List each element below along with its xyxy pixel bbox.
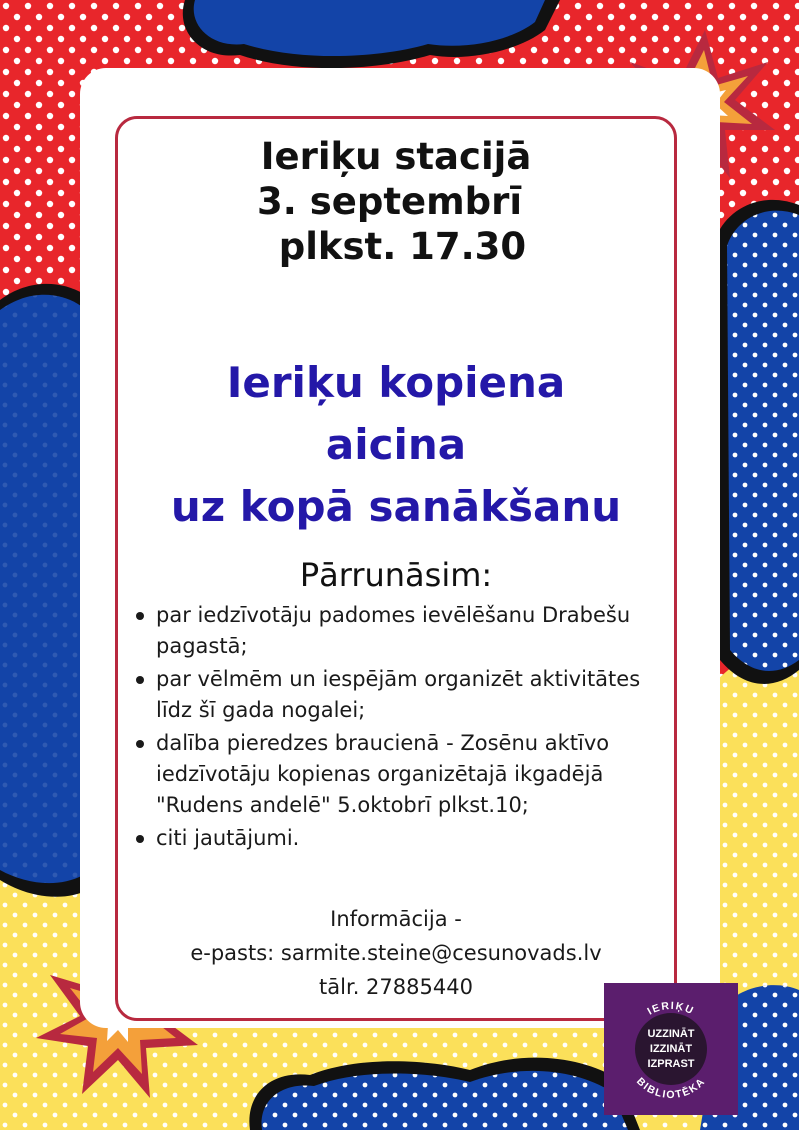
list-item: dalība pieredzes braucienā - Zosēnu aktīvo iedzīvotāju kopienas organizētajā ikgadējā "Rudens andelē" 5.oktobrī plkst.10; <box>130 728 675 821</box>
event-place: Ieriķu stacijā <box>260 135 532 178</box>
logo-line-2: IZZINĀT <box>649 1043 693 1055</box>
contact-label: Informācija - <box>330 907 462 931</box>
invitation-line-2: aicina <box>325 420 467 469</box>
list-item: citi jautājumi. <box>130 823 675 854</box>
list-item: par iedzīvotāju padomes ievēlēšanu Drabešu pagastā; <box>130 600 675 662</box>
contact-phone[interactable]: tālr. 27885440 <box>319 975 473 999</box>
event-heading <box>115 134 677 269</box>
event-date: 3. septembrī <box>257 180 535 223</box>
contact-email[interactable]: e-pasts: sarmite.steine@cesunovads.lv <box>190 941 602 965</box>
list-item: par vēlmēm un iespējām organizēt aktivitātes līdz šī gada nogalei; <box>130 664 675 726</box>
event-time: plkst. 17.30 <box>265 225 527 268</box>
logo-line-3: IZPRAST <box>647 1058 695 1070</box>
logo-line-1: UZZINĀT <box>647 1028 695 1040</box>
discussion-list <box>130 600 675 856</box>
invitation-line-3: uz kopā sanākšanu <box>170 482 622 531</box>
logo-top-text: IERIĶU <box>645 999 697 1018</box>
logo-bottom-text: BIBLIOTĒKA <box>633 1075 709 1102</box>
library-logo <box>604 983 738 1115</box>
contact-info <box>115 902 677 1004</box>
invitation-title <box>115 352 677 538</box>
discussion-intro: Pārrunāsim: <box>299 556 493 594</box>
invitation-line-1: Ieriķu kopiena <box>226 358 566 407</box>
